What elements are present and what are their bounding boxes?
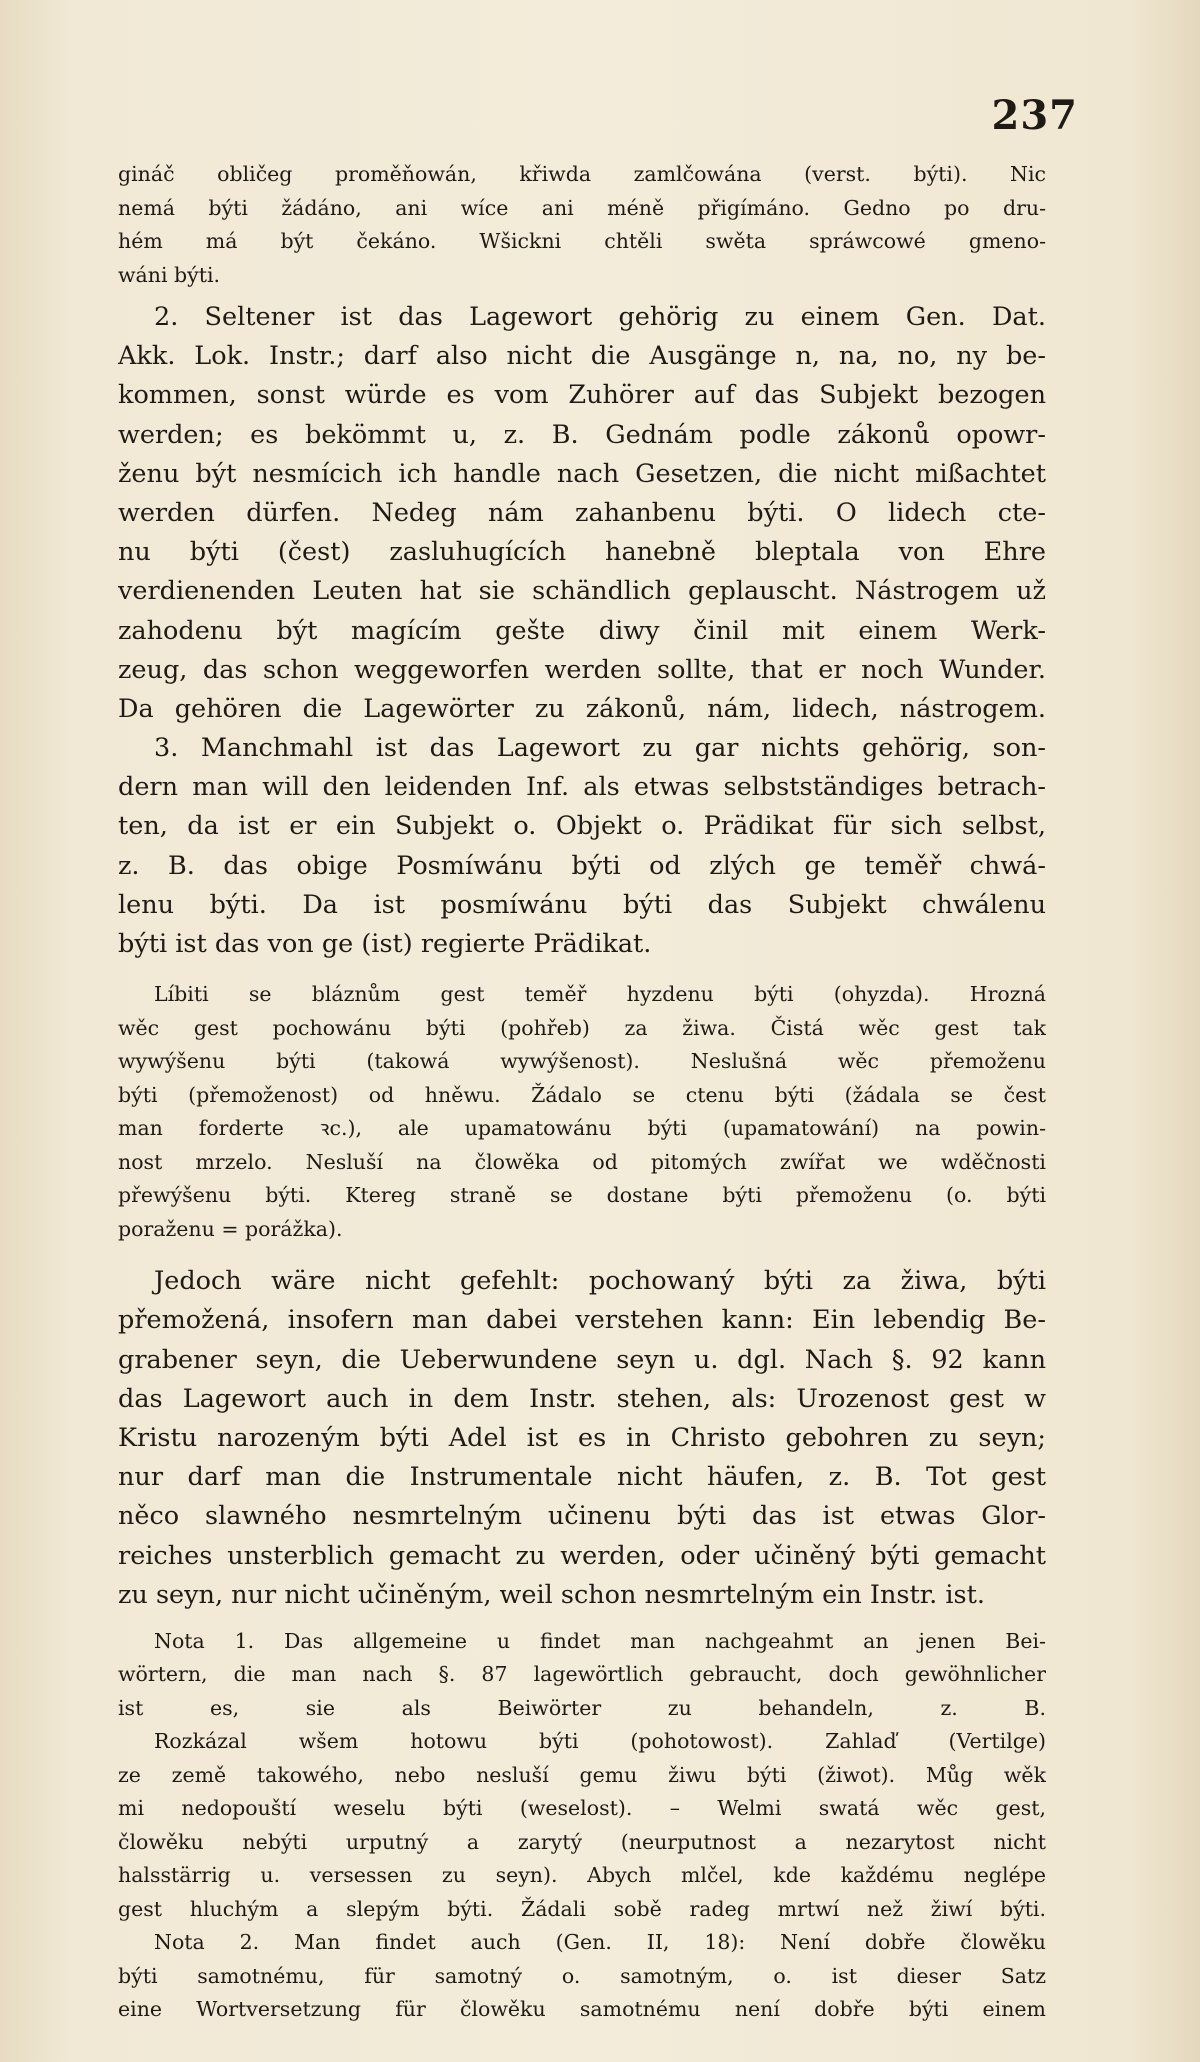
text-line: wáni býti. xyxy=(118,262,221,287)
page-text xyxy=(118,158,1046,2027)
text-block-sec2 xyxy=(118,298,1046,964)
text-line: das Lagewort auch in dem Instr. stehen, als: Urozenost gest w xyxy=(118,1383,1046,1414)
text-line: Akk. Lok. Instr.; darf also nicht die Ausgänge n, na, no, ny be- xyxy=(118,341,1046,372)
text-line: werden dürfen. Nedeg nám zahanbenu býti. O lidech cte- xyxy=(118,497,1046,528)
text-line: man forderte ꝛc.), ale upamatowánu býti (upamatowání) na powin- xyxy=(118,1116,1046,1141)
text-line: Nota 2. Man findet auch (Gen. II, 18): Není dobře člowěku xyxy=(154,1930,1046,1955)
text-line: Jedoch wäre nicht gefehlt: pochowaný býti za žiwa, býti xyxy=(154,1266,1046,1297)
text-block-intro xyxy=(118,158,1046,292)
text-line: verdienenden Leuten hat sie schändlich geplauscht. Nástrogem už xyxy=(118,576,1046,607)
text-line: zu seyn, nur nicht učiněným, weil schon nesmrtelným ein Instr. ist. xyxy=(118,1579,985,1610)
text-line: nemá býti žádáno, ani wíce ani méně přigímáno. Gedno po dru- xyxy=(118,195,1046,220)
text-line: ist es, sie als Beiwörter zu behandeln, z. B. xyxy=(118,1695,1046,1720)
text-block-nota1 xyxy=(118,1625,1046,2027)
text-line: Líbiti se bláznům gest teměř hyzdenu býti (ohyzda). Hrozná xyxy=(154,982,1046,1007)
text-line: wörtern, die man nach §. 87 lagewörtlich gebraucht, doch gewöhnlicher xyxy=(118,1662,1046,1687)
text-block-ex1 xyxy=(118,978,1046,1246)
text-line: Nota 1. Das allgemeine u findet man nachgeahmt an jenen Bei- xyxy=(154,1628,1046,1653)
text-line: Kristu narozeným býti Adel ist es in Christo gebohren zu seyn; xyxy=(118,1422,1046,1453)
text-line: grabener seyn, die Ueberwundene seyn u. dgl. Nach §. 92 kann xyxy=(118,1344,1046,1375)
text-line: reiches unsterblich gemacht zu werden, oder učiněný býti gemacht xyxy=(118,1540,1046,1571)
text-line: 3. Manchmahl ist das Lagewort zu gar nichts gehörig, son- xyxy=(154,733,1046,764)
text-line: dern man will den leidenden Inf. als etwas selbstständiges betrach- xyxy=(118,772,1046,803)
text-line: z. B. das obige Posmíwánu býti od zlých ge teměř chwá- xyxy=(118,850,1046,881)
text-line: kommen, sonst würde es vom Zuhörer auf das Subjekt bezogen xyxy=(118,380,1046,411)
text-line: nost mrzelo. Nesluší na člowěka od pitomých zwířat we wděčnosti xyxy=(118,1149,1046,1174)
text-line: mi nedopouští weselu býti (weselost). – Welmi swatá wěc gest, xyxy=(118,1796,1046,1821)
text-line: halsstärrig u. versessen zu seyn). Abych mlčel, kde každému neglépe xyxy=(118,1863,1046,1888)
text-line: ženu být nesmícich ich handle nach Gesetzen, die nicht mißachtet xyxy=(118,458,1046,489)
text-block-para2 xyxy=(118,1262,1046,1615)
text-line: hém má být čekáno. Wšickni chtěli swěta spráwcowé gmeno- xyxy=(118,229,1046,253)
text-line: zahodenu být magícím gešte diwy činil mit einem Werk- xyxy=(118,615,1046,646)
text-line: ten, da ist er ein Subjekt o. Objekt o. Prädikat für sich selbst, xyxy=(118,811,1046,842)
text-line: zeug, das schon weggeworfen werden sollte, that er noch Wunder. xyxy=(118,654,1046,685)
text-line: býti ist das von ge (ist) regierte Prädikat. xyxy=(118,929,652,959)
text-line: přewýšenu býti. Ktereg straně se dostane býti přemoženu (o. býti xyxy=(118,1183,1046,1208)
text-line: Da gehören die Lagewörter zu zákonů, nám, lidech, nástrogem. xyxy=(118,693,1046,724)
text-line: eine Wortversetzung für člowěku samotnému není dobře býti einem xyxy=(118,1997,1046,2022)
text-line: 2. Seltener ist das Lagewort gehörig zu einem Gen. Dat. xyxy=(154,302,1046,332)
text-line: ze země takowého, nebo nesluší gemu žiwu býti (žiwot). Můg wěk xyxy=(118,1762,1046,1787)
text-line: přemožená, insofern man dabei verstehen kann: Ein lebendig Be- xyxy=(118,1305,1046,1336)
text-line: člowěku nebýti urputný a zarytý (neurputnost a nezarytost nicht xyxy=(118,1829,1046,1854)
text-line: poraženu = porážka). xyxy=(118,1216,343,1241)
text-line: wěc gest pochowánu býti (pohřeb) za žiwa. Čistá wěc gest tak xyxy=(118,1015,1046,1040)
text-line: gináč obličeg proměňowán, křiwda zamlčowána (verst. býti). Nic xyxy=(118,162,1046,186)
text-line: něco slawného nesmrtelným učinenu býti das ist etwas Glor- xyxy=(118,1501,1046,1532)
text-line: býti samotnému, für samotný o. samotným, o. ist dieser Satz xyxy=(118,1963,1046,1988)
text-line: nu býti (čest) zasluhugících hanebně bleptala von Ehre xyxy=(118,537,1046,568)
text-line: nur darf man die Instrumentale nicht häufen, z. B. Tot gest xyxy=(118,1462,1046,1493)
text-line: gest hluchým a slepým býti. Žádali sobě radeg mrtwí než žiwí býti. xyxy=(118,1896,1046,1921)
text-line: werden; es bekömmt u, z. B. Gednám podle zákonů opowr- xyxy=(118,419,1046,450)
page-number: 237 xyxy=(991,92,1078,139)
text-line: wywýšenu býti (takowá wywýšenost). Neslušná wěc přemoženu xyxy=(118,1049,1046,1074)
text-line: býti (přemoženost) od hněwu. Žádalo se ctenu býti (žádala se čest xyxy=(118,1082,1046,1107)
text-line: Rozkázal wšem hotowu býti (pohotowost). Zahlaď (Vertilge) xyxy=(154,1729,1046,1754)
text-line: lenu býti. Da ist posmíwánu býti das Subjekt chwálenu xyxy=(118,889,1046,920)
